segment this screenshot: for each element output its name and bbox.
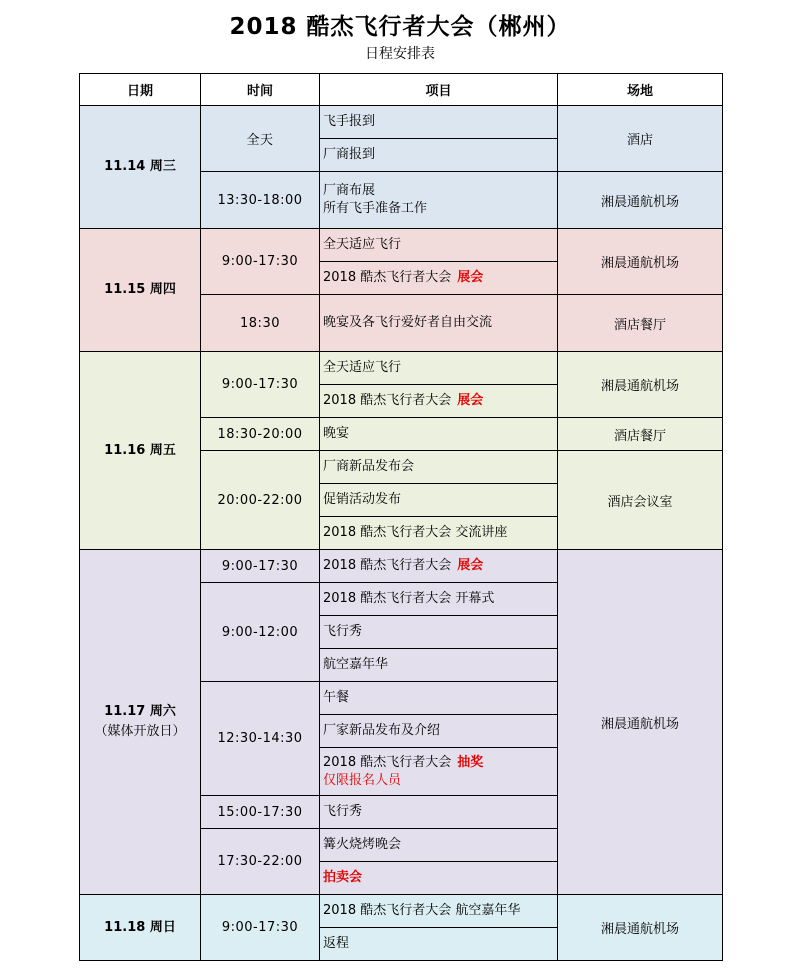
item-cell: 2018 酷杰飞行者大会 开幕式: [320, 583, 558, 616]
item-cell: 2018 酷杰飞行者大会 航空嘉年华: [320, 895, 558, 928]
day-group-1116: [80, 352, 723, 550]
item-text: 2018 酷杰飞行者大会: [323, 270, 452, 285]
item-cell: 厂商新品发布会: [320, 451, 558, 484]
venue-cell: 酒店餐厅: [558, 418, 723, 451]
date-cell: 11.15 周四: [80, 229, 201, 352]
time-cell: 9:00-12:00: [201, 583, 320, 682]
item-cell: [320, 262, 558, 295]
item-cell: [320, 385, 558, 418]
item-cell: 航空嘉年华: [320, 649, 558, 682]
time-cell: 20:00-22:00: [201, 451, 320, 550]
time-cell: 9:00-17:30: [201, 550, 320, 583]
table-row: [80, 352, 723, 385]
item-cell: 2018 酷杰飞行者大会 交流讲座: [320, 517, 558, 550]
item-text: 2018 酷杰飞行者大会: [323, 754, 452, 770]
time-cell: 18:30: [201, 295, 320, 352]
highlight-label: 展会: [457, 270, 484, 285]
item-cell: 促销活动发布: [320, 484, 558, 517]
column-header-date: 日期: [80, 74, 201, 106]
item-cell: 返程: [320, 928, 558, 961]
item-cell: 厂商报到: [320, 139, 558, 172]
item-cell: [320, 550, 558, 583]
table-row: [80, 229, 723, 262]
date-cell: 11.16 周五: [80, 352, 201, 550]
time-cell: 17:30-22:00: [201, 829, 320, 895]
item-cell: 晚宴及各飞行爱好者自由交流: [320, 295, 558, 352]
venue-cell: 湘晨通航机场: [558, 229, 723, 295]
item-cell: [320, 862, 558, 895]
table-row: [80, 106, 723, 139]
item-text: 2018 酷杰飞行者大会: [323, 393, 452, 408]
time-cell: 9:00-17:30: [201, 895, 320, 961]
item-cell: 晚宴: [320, 418, 558, 451]
date-cell: 11.18 周日: [80, 895, 201, 961]
item-note: 仅限报名人员: [323, 772, 402, 788]
time-cell: 13:30-18:00: [201, 172, 320, 229]
highlight-label: 展会: [457, 393, 484, 408]
venue-cell: 酒店: [558, 106, 723, 172]
date-cell: [80, 550, 201, 895]
item-cell: 飞行秀: [320, 616, 558, 649]
date-label: 11.17 周六: [104, 704, 176, 719]
time-cell: 18:30-20:00: [201, 418, 320, 451]
page-subtitle: 日程安排表: [365, 46, 435, 62]
day-group-1117: [80, 550, 723, 895]
venue-cell: 酒店会议室: [558, 451, 723, 550]
column-header-item: 项目: [320, 74, 558, 106]
time-cell: 15:00-17:30: [201, 796, 320, 829]
venue-cell: 湘晨通航机场: [558, 895, 723, 961]
item-cell: 厂家新品发布及介绍: [320, 715, 558, 748]
item-cell: [320, 748, 558, 796]
venue-cell: 酒店餐厅: [558, 295, 723, 352]
date-cell: 11.14 周三: [80, 106, 201, 229]
time-cell: 12:30-14:30: [201, 682, 320, 796]
day-group-1114: [80, 106, 723, 229]
item-cell: 全天适应飞行: [320, 229, 558, 262]
item-cell: 全天适应飞行: [320, 352, 558, 385]
date-note: （媒体开放日）: [94, 724, 186, 739]
page-title: 2018 酷杰飞行者大会（郴州）: [229, 14, 571, 40]
venue-cell: 湘晨通航机场: [558, 352, 723, 418]
item-cell: 午餐: [320, 682, 558, 715]
day-group-1118: [80, 895, 723, 961]
column-header-time: 时间: [201, 74, 320, 106]
time-cell: 9:00-17:30: [201, 352, 320, 418]
item-text: 2018 酷杰飞行者大会: [323, 558, 452, 573]
schedule-table: [79, 73, 723, 961]
table-row: [80, 895, 723, 928]
item-cell: 飞行秀: [320, 796, 558, 829]
time-cell: 全天: [201, 106, 320, 172]
auction-label: 拍卖会: [323, 870, 363, 885]
time-cell: 9:00-17:30: [201, 229, 320, 295]
highlight-label: 展会: [457, 558, 484, 573]
column-header-venue: 场地: [558, 74, 723, 106]
header-row: [80, 74, 723, 106]
day-group-1115: [80, 229, 723, 352]
item-cell: 篝火烧烤晚会: [320, 829, 558, 862]
item-cell: 厂商布展 所有飞手准备工作: [320, 172, 558, 229]
venue-cell: 湘晨通航机场: [558, 172, 723, 229]
venue-cell: 湘晨通航机场: [558, 550, 723, 895]
table-row: [80, 550, 723, 583]
item-cell: 飞手报到: [320, 106, 558, 139]
highlight-label: 抽奖: [457, 754, 484, 770]
